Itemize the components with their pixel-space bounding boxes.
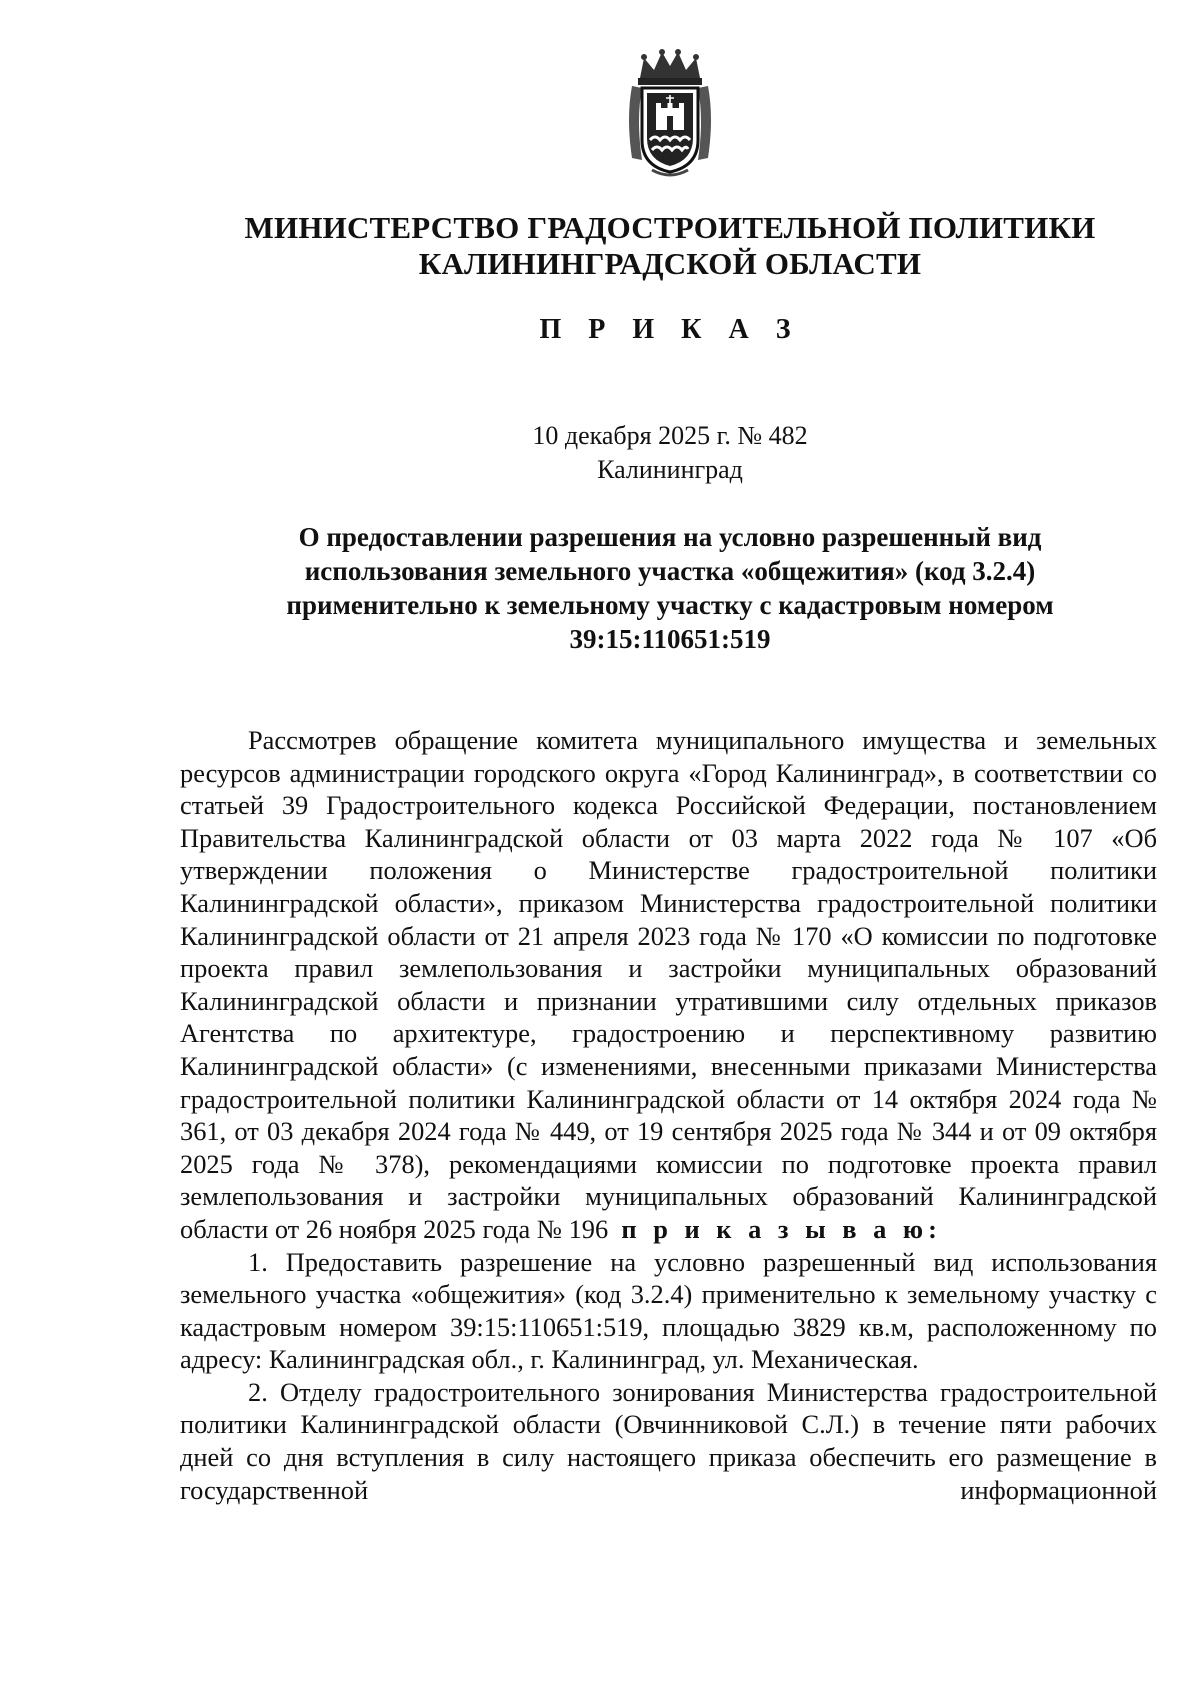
- order-city: Калининград: [597, 455, 743, 484]
- order-title: П Р И К А З: [539, 314, 801, 345]
- order-subject: [200, 520, 1140, 656]
- ministry-name: [160, 210, 1180, 282]
- order-dateline: [160, 419, 1180, 487]
- item-1-paragraph: 1. Предоставить разрешение на условно разрешенный вид использования земельного участка «общежития» (код 3.2.4) применительно к земельному участку с кадастровым номером 39:15:110651:519, площадью 3829 кв.м, расположенному по адресу: Калининградская обл., г. Калининград, ул. Механическая.: [180, 1246, 1157, 1375]
- subject-line4: 39:15:110651:519: [569, 624, 771, 654]
- ministry-name-line1: МИНИСТЕРСТВО ГРАДОСТРОИТЕЛЬНОЙ ПОЛИТИКИ: [244, 210, 1096, 245]
- order-date-number: 10 декабря 2025 г. № 482: [532, 421, 808, 450]
- order-body: [180, 724, 1157, 1506]
- coat-of-arms-icon: [622, 48, 718, 178]
- subject-line2: использования земельного участка «общежития» (код 3.2.4): [304, 556, 1036, 586]
- preamble-paragraph: [180, 724, 1157, 1246]
- subject-line1: О предоставлении разрешения на условно разрешенный вид: [298, 522, 1042, 552]
- subject-line3: применительно к земельному участку с кадастровым номером: [286, 590, 1054, 620]
- orders-word: п р и к а з ы в а ю:: [621, 1213, 942, 1244]
- item-2-paragraph: 2. Отделу градостроительного зонирования Министерства градостроительной политики Калининградской области (Овчинниковой С.Л.) в течение пяти рабочих дней со дня вступления в силу настоящего приказа обеспечить его размещение в государственной информационной: [180, 1376, 1157, 1505]
- ministry-name-line2: КАЛИНИНГРАДСКОЙ ОБЛАСТИ: [418, 246, 922, 281]
- preamble-text: Рассмотрев обращение комитета муниципального имущества и земельных ресурсов администрации городского округа «Город Калининград», в соответствии со статьей 39 Градостроительного кодекса Российской Федерации, постановлением Правительства Калининградской области от 03 марта 2022 года № 107 «Об утверждении положения о Министерстве градостроительной политики Калининградской области», приказом Министерства градостроительной политики Калининградской области от 21 апреля 2023 года № 170 «О комиссии по подготовке проекта правил землепользования и застройки муниципальных образований Калининградской области и признании утратившими силу отдельных приказов Агентства по архитектуре, градостроению и перспективному развитию Калининградской области» (с изменениями, внесенными приказами Министерства градостроительной политики Калининградской области от 14 октября 2024 года № 361, от 03 декабря 2024 года № 449, от 19 сентября 2025 года № 344 и от 09 октября 2025 года № 378), рекомендациями комиссии по подготовке проекта правил землепользования и застройки муниципальных образований Калининградской области от 26 ноября 2025 года № 196: [180, 725, 1157, 1244]
